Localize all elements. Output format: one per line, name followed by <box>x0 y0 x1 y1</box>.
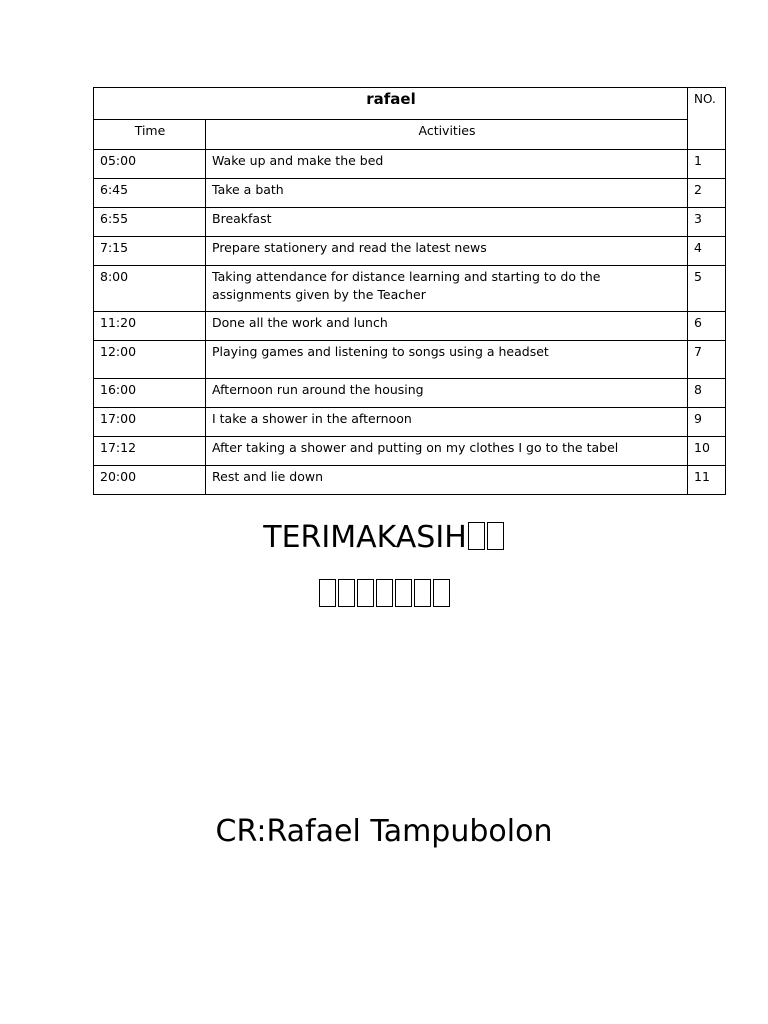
table-row <box>94 237 726 266</box>
missing-glyph-box <box>433 579 450 607</box>
number-cell: 9 <box>688 408 726 437</box>
activity-cell: Done all the work and lunch <box>206 312 688 341</box>
missing-glyph-box <box>357 579 374 607</box>
table-row <box>94 341 726 379</box>
activity-cell: Taking attendance for distance learning and starting to do the assignments given by the Teacher <box>206 266 688 312</box>
time-column-header: Time <box>94 120 206 150</box>
missing-glyph-box <box>395 579 412 607</box>
activity-cell: Take a bath <box>206 179 688 208</box>
activity-cell: I take a shower in the afternoon <box>206 408 688 437</box>
activity-cell: After taking a shower and putting on my clothes I go to the tabel <box>206 437 688 466</box>
number-cell: 3 <box>688 208 726 237</box>
number-cell: 1 <box>688 150 726 179</box>
table-row <box>94 466 726 495</box>
missing-glyph-box <box>376 579 393 607</box>
activity-cell: Prepare stationery and read the latest news <box>206 237 688 266</box>
table-row <box>94 408 726 437</box>
number-cell: 5 <box>688 266 726 312</box>
activity-cell: Playing games and listening to songs using a headset <box>206 341 688 379</box>
no-column-header: NO. <box>688 88 726 150</box>
table-row <box>94 437 726 466</box>
time-cell: 6:45 <box>94 179 206 208</box>
activity-cell: Rest and lie down <box>206 466 688 495</box>
table-row <box>94 379 726 408</box>
time-cell: 16:00 <box>94 379 206 408</box>
missing-glyph-box <box>319 579 336 607</box>
missing-glyph-box <box>338 579 355 607</box>
time-cell: 12:00 <box>94 341 206 379</box>
thanks-text: TERIMAKASIH <box>263 520 467 555</box>
missing-glyph-boxes <box>318 577 451 612</box>
time-cell: 17:00 <box>94 408 206 437</box>
activity-cell: Breakfast <box>206 208 688 237</box>
table-title: rafael <box>94 88 688 120</box>
missing-glyph-box <box>414 579 431 607</box>
number-cell: 7 <box>688 341 726 379</box>
thanks-line <box>0 516 768 560</box>
time-cell: 17:12 <box>94 437 206 466</box>
table-row <box>94 312 726 341</box>
credit-text: CR:Rafael Tampubolon <box>215 814 553 849</box>
table-header-row <box>94 120 726 150</box>
missing-glyph-box <box>487 522 504 550</box>
number-cell: 4 <box>688 237 726 266</box>
missing-glyph-box <box>468 522 485 550</box>
schedule-table <box>93 87 726 495</box>
number-cell: 6 <box>688 312 726 341</box>
activities-column-header: Activities <box>206 120 688 150</box>
time-cell: 11:20 <box>94 312 206 341</box>
number-cell: 2 <box>688 179 726 208</box>
table-title-row <box>94 88 726 120</box>
table-row <box>94 208 726 237</box>
missing-glyph-line <box>0 572 768 618</box>
activity-cell: Wake up and make the bed <box>206 150 688 179</box>
missing-glyph-boxes <box>467 520 505 555</box>
number-cell: 11 <box>688 466 726 495</box>
time-cell: 6:55 <box>94 208 206 237</box>
number-cell: 10 <box>688 437 726 466</box>
time-cell: 7:15 <box>94 237 206 266</box>
time-cell: 8:00 <box>94 266 206 312</box>
time-cell: 20:00 <box>94 466 206 495</box>
activity-cell: Afternoon run around the housing <box>206 379 688 408</box>
table-row <box>94 266 726 312</box>
table-row <box>94 150 726 179</box>
number-cell: 8 <box>688 379 726 408</box>
table-row <box>94 179 726 208</box>
time-cell: 05:00 <box>94 150 206 179</box>
